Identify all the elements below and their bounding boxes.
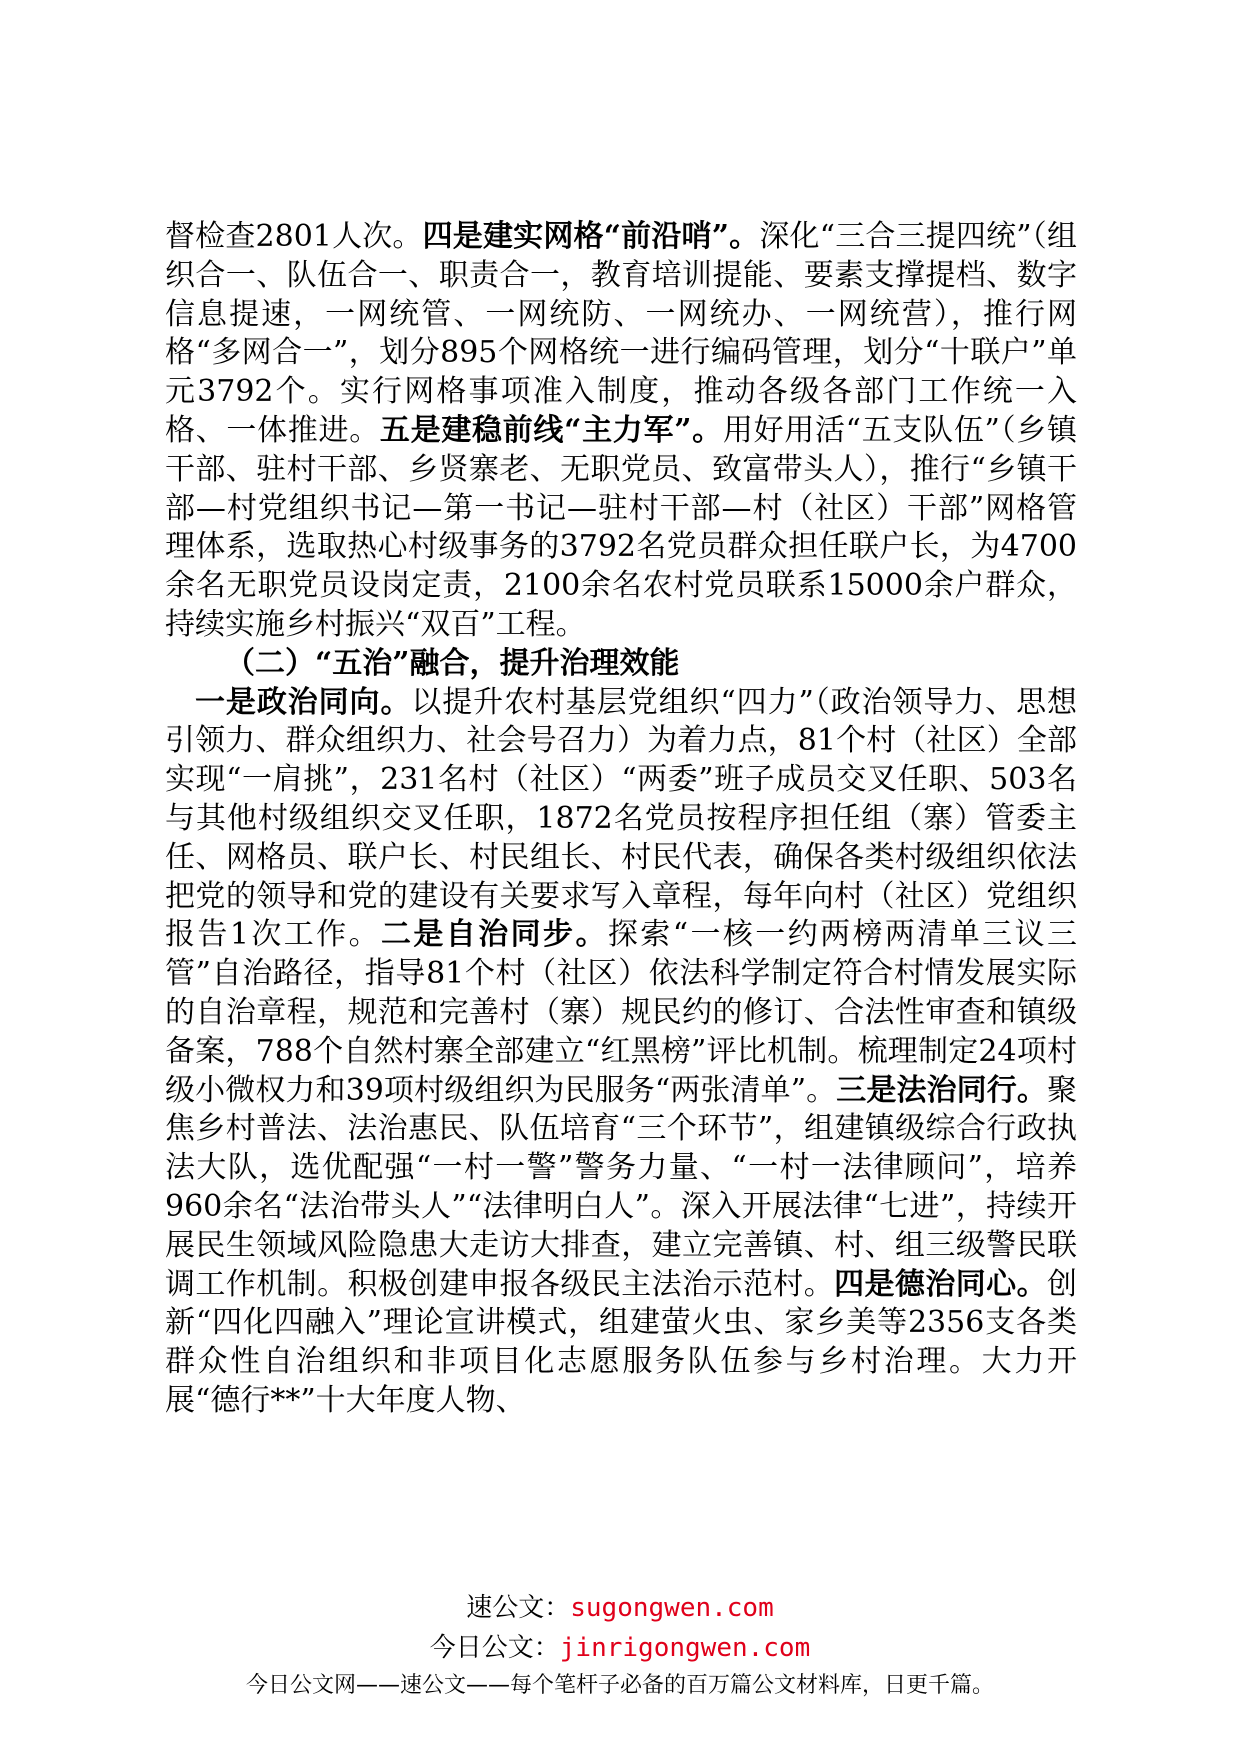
footer-link-sugongwen[interactable]: sugongwen.com — [570, 1593, 774, 1623]
text-segment: 督检查2801人次。 — [165, 219, 423, 254]
footer-label: 今日公文： — [429, 1633, 560, 1663]
section-heading: （二）“五治”融合，提升治理效能 — [225, 645, 680, 681]
bold-heading-law: 三是法治同行。 — [836, 1072, 1047, 1108]
text-segment: 创新“四化四融入”理论宣讲模式，组建萤火虫、家乡美等2356支各类群众性自治组织和非项目化志愿服务队伍参与乡村治理。大力开展“德行**”十大年度人物、 — [165, 1266, 1078, 1418]
bold-heading-politics: 一是政治同向。 — [195, 684, 412, 720]
footer-line-sugongwen — [0, 1587, 1240, 1624]
footer-slogan: 今日公文网——速公文——每个笔杆子必备的百万篇公文材料库，日更千篇。 — [245, 1673, 994, 1698]
footer-link-jinrigongwen[interactable]: jinrigongwen.com — [559, 1633, 811, 1663]
footer-label: 速公文： — [466, 1593, 571, 1623]
footer-line-jinrigongwen — [0, 1627, 1240, 1664]
text-segment: 以提升农村基层党组织“四力”（政治领导力、思想引领力、群众组织力、社会号召力）为着力点，81个村（社区）全部实现“一肩挑”，231名村（社区）“两委”班子成员交叉任职、503名与其他村级组织交叉任职，1872名党员按程序担任组（寨）管委主任、网格员、联户长、村民组长、村民代表，确保各类村级组织依法把党的领导和党的建设有关要求写入章程，每年向村（社区）党组织报告1次工作。 — [165, 684, 1077, 953]
text-segment: 深化“三合三提四统”（组织合一、队伍合一、职责合一，教育培训提能、要素支撑提档、数字信息提速，一网统管、一网统防、一网统办、一网统营），推行网格“多网合一”，划分895个网格统一进行编码管理，划分“十联户”单元3792个。实行网格事项准入制度，推动各级各部门工作统一入格、一体推进。 — [165, 219, 1077, 448]
document-body — [165, 218, 1077, 1421]
text-segment: 聚焦乡村普法、法治惠民、队伍培育“三个环节”，组建镇级综合行政执法大队，选优配强“一村一警”警务力量、“一村一法律顾问”，培养960余名“法治带头人”“法律明白人”。深入开展法律“七进”，持续开展民生领域风险隐患大走访大排查，建立完善镇、村、组三级警民联调工作机制。积极创建申报各级民主法治示范村。 — [165, 1072, 1077, 1302]
bold-heading-autonomy: 二是自治同步。 — [380, 917, 608, 953]
text-segment: 用好用活“五支队伍”（乡镇干部、驻村干部、乡贤寨老、无职党员、致富带头人），推行“乡镇干部—村党组织书记—第一书记—驻村干部—村（社区）干部”网格管理体系，选取热心村级事务的3792名党员群众担任联户长，为4700余名无职党员设岗定责，2100余名农村党员联系15000余户群众，持续实施乡村振兴“双百”工程。 — [165, 412, 1077, 642]
bold-heading-morality: 四是德治同心。 — [834, 1266, 1048, 1302]
text-segment: 探索“一核一约两榜两清单三议三管”自治路径，指导81个村（社区）依法科学制定符合村情发展实际的自治章程，规范和完善村（寨）规民约的修订、合法性审查和镇级备案，788个自然村寨全部建立“红黑榜”评比机制。梳理制定24项村级小微权力和39项村级组织为民服务“两张清单”。 — [165, 917, 1077, 1108]
paragraph-grid-and-team — [165, 218, 1077, 645]
bold-heading-team: 五是建稳前线“主力军”。 — [379, 412, 723, 448]
bold-heading-grid: 四是建实网格“前沿哨”。 — [422, 219, 760, 254]
paragraph-five-governance — [165, 684, 1077, 1421]
